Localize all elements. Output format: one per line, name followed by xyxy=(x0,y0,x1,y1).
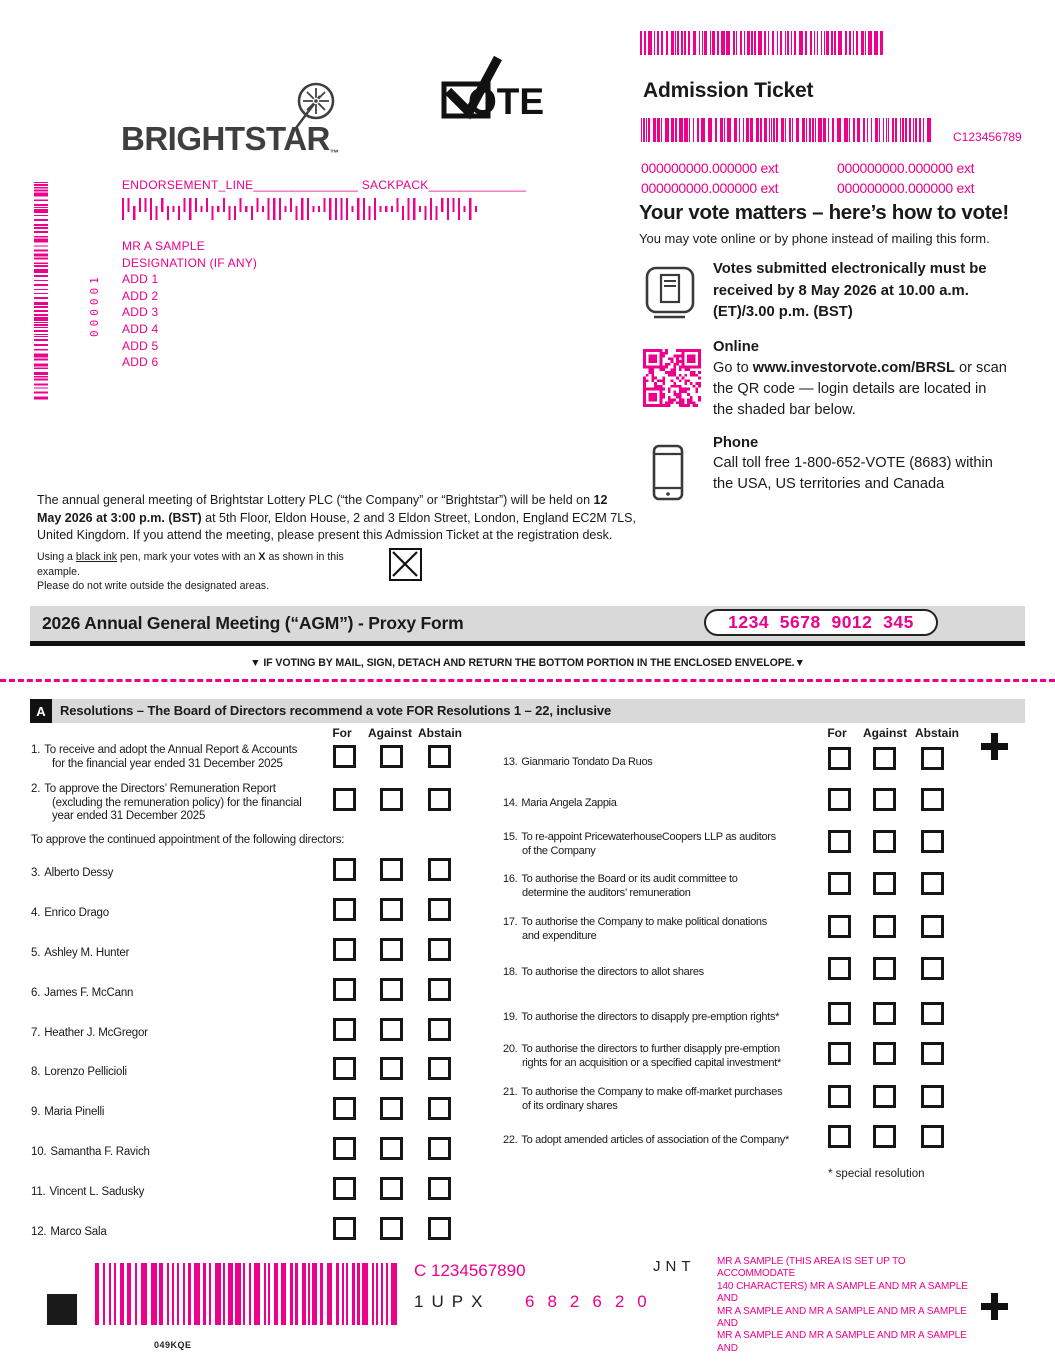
checkbox-res8-abstain[interactable] xyxy=(428,1057,451,1080)
holder-number: 000000000.000000 ext xyxy=(641,160,779,176)
resolution-text: 5. Ashley M. Hunter xyxy=(31,947,130,959)
down-triangle-icon: ▼ xyxy=(794,657,805,669)
form-code: 049KQE xyxy=(154,1340,192,1350)
online-instructions xyxy=(713,358,1007,421)
resolution-number: 15. xyxy=(503,831,518,843)
text-line: received by 8 May 2026 at 10.00 a.m. xyxy=(713,282,969,299)
checkbox-res14-against[interactable] xyxy=(873,788,896,811)
vote-headline: Your vote matters – here’s how to vote! xyxy=(639,201,1009,224)
endorsement-line: ENDORSEMENT_LINE_______________ SACKPACK______________ xyxy=(122,178,527,192)
resolution-number: 12. xyxy=(31,1226,47,1238)
resolution-text: 8. Lorenzo Pellicioli xyxy=(31,1066,127,1078)
trademark-symbol: ™ xyxy=(329,148,339,158)
section-a-heading: Resolutions – The Board of Directors recommend a vote FOR Resolutions 1 – 22, inclusive xyxy=(60,703,612,718)
resolution-number: 8. xyxy=(31,1066,41,1078)
holder-account-numbers xyxy=(641,160,974,196)
phone-icon xyxy=(652,444,684,501)
vote-subhead: You may vote online or by phone instead of mailing this form. xyxy=(639,231,990,246)
checkbox-res20-against[interactable] xyxy=(873,1042,896,1065)
checkbox-res8-against[interactable] xyxy=(380,1057,403,1080)
text-line: Go to www.investorvote.com/BRSL or scan xyxy=(713,360,1007,376)
section-a-badge: A xyxy=(30,699,52,723)
marking-instructions xyxy=(37,550,387,594)
column-header-for: For xyxy=(332,726,352,740)
electronic-deadline-text xyxy=(713,259,987,324)
checkbox-res7-for[interactable] xyxy=(333,1018,356,1041)
checkbox-res12-against[interactable] xyxy=(380,1217,403,1240)
resolution-number: 2. xyxy=(31,783,41,795)
checkbox-res22-abstain[interactable] xyxy=(921,1125,944,1148)
checkbox-res4-for[interactable] xyxy=(333,898,356,921)
checkbox-res1-abstain[interactable] xyxy=(428,745,451,768)
checkbox-res19-abstain[interactable] xyxy=(921,1002,944,1025)
resolution-number: 6. xyxy=(31,987,41,999)
vote-logo xyxy=(430,50,552,122)
footer-jnt-code: JNT xyxy=(653,1258,696,1275)
checkbox-res22-for[interactable] xyxy=(828,1125,851,1148)
phone-instructions xyxy=(713,453,993,495)
checkbox-res15-for[interactable] xyxy=(828,830,851,853)
checkbox-res11-abstain[interactable] xyxy=(428,1177,451,1200)
checkbox-res1-against[interactable] xyxy=(380,745,403,768)
checkbox-res19-for[interactable] xyxy=(828,1002,851,1025)
resolution-text: 13. Gianmario Tondato Da Ruos xyxy=(503,756,653,768)
vertical-barcode xyxy=(34,182,48,400)
checkbox-res11-for[interactable] xyxy=(333,1177,356,1200)
checkbox-res15-against[interactable] xyxy=(873,830,896,853)
checkbox-res13-for[interactable] xyxy=(828,747,851,770)
checkbox-res2-for[interactable] xyxy=(333,788,356,811)
checkbox-res10-against[interactable] xyxy=(380,1137,403,1160)
vote-logo-letters: OTE xyxy=(468,81,545,122)
checkbox-res4-against[interactable] xyxy=(380,898,403,921)
checkbox-res22-against[interactable] xyxy=(873,1125,896,1148)
resolution-number: 10. xyxy=(31,1146,47,1158)
checkbox-res15-abstain[interactable] xyxy=(921,830,944,853)
directors-intro: To approve the continued appointment of the following directors: xyxy=(31,834,345,846)
resolution-text: 11. Vincent L. Sadusky xyxy=(31,1186,145,1198)
proxy-form-title: 2026 Annual General Meeting (“AGM”) - Proxy Form xyxy=(42,613,464,633)
qr-code xyxy=(643,349,701,407)
checkbox-res9-for[interactable] xyxy=(333,1097,356,1120)
resolution-number: 20. xyxy=(503,1043,518,1055)
holder-number: 000000000.000000 ext xyxy=(837,180,975,196)
resolution-text: 20. To authorise the directors to further disapply pre-emption rights for an acquisition or a specified capital investment* xyxy=(503,1043,781,1069)
checkbox-res18-against[interactable] xyxy=(873,957,896,980)
resolution-text: 14. Maria Angela Zappia xyxy=(503,797,617,809)
resolution-text: 7. Heather J. McGregor xyxy=(31,1027,148,1039)
checkbox-res5-for[interactable] xyxy=(333,938,356,961)
text-line: ADD 5 xyxy=(122,338,159,353)
resolution-text: 19. To authorise the directors to disapply pre-emption rights* xyxy=(503,1011,780,1023)
resolution-number: 21. xyxy=(503,1086,518,1098)
checkbox-res14-abstain[interactable] xyxy=(921,788,944,811)
text-line: ADD 6 xyxy=(122,355,159,370)
address-block xyxy=(122,238,257,371)
checkbox-res16-for[interactable] xyxy=(828,872,851,895)
text-line: MR A SAMPLE AND MR A SAMPLE AND MR A SAMPLE AND xyxy=(717,1305,967,1330)
checkbox-res5-abstain[interactable] xyxy=(428,938,451,961)
down-triangle-icon: ▼ xyxy=(250,657,261,669)
online-label: Online xyxy=(713,339,760,355)
holder-number: 000000000.000000 ext xyxy=(641,180,779,196)
resolution-text: 17. To authorise the Company to make political donations and expenditure xyxy=(503,916,767,942)
control-number: 1234 5678 9012 345 xyxy=(728,612,914,632)
registration-mark-square xyxy=(47,1294,77,1325)
checkbox-res11-against[interactable] xyxy=(380,1177,403,1200)
checkbox-res17-for[interactable] xyxy=(828,915,851,938)
text-line: Using a black ink pen, mark your votes with an X as shown in this example. xyxy=(37,551,344,578)
resolution-text: 10. Samantha F. Ravich xyxy=(31,1146,150,1158)
checkbox-res16-abstain[interactable] xyxy=(921,872,944,895)
resolution-text: 18. To authorise the directors to allot shares xyxy=(503,966,704,978)
resolution-number: 19. xyxy=(503,1011,518,1023)
resolution-text: 1. To receive and adopt the Annual Report & Accounts for the financial year ended 31 December 2025 xyxy=(31,744,298,770)
resolution-text: 3. Alberto Dessy xyxy=(31,867,114,879)
checkbox-res4-abstain[interactable] xyxy=(428,898,451,921)
resolution-number: 14. xyxy=(503,797,518,809)
admission-barcode-main xyxy=(641,118,933,142)
resolution-number: 13. xyxy=(503,756,518,768)
resolution-text: 4. Enrico Drago xyxy=(31,907,109,919)
checkbox-res21-for[interactable] xyxy=(828,1085,851,1108)
text-line: Call toll free 1-800-652-VOTE (8683) within xyxy=(713,455,993,471)
column-header-against: Against xyxy=(367,726,412,740)
footer-scan-code: C 1234567890 xyxy=(414,1261,526,1280)
checkbox-res13-abstain[interactable] xyxy=(921,747,944,770)
resolution-number: 11. xyxy=(31,1186,46,1198)
checkbox-res14-for[interactable] xyxy=(828,788,851,811)
holder-number: 000000000.000000 ext xyxy=(837,160,975,176)
text-line: Votes submitted electronically must be xyxy=(713,261,987,277)
checkbox-res17-against[interactable] xyxy=(873,915,896,938)
checkbox-res7-against[interactable] xyxy=(380,1018,403,1041)
admission-code: C123456789 xyxy=(953,130,1022,144)
brightstar-wordmark: BRIGHTSTAR™ xyxy=(121,120,339,158)
checkbox-res21-abstain[interactable] xyxy=(921,1085,944,1108)
checkbox-res3-abstain[interactable] xyxy=(428,858,451,881)
column-header-against: Against xyxy=(862,726,907,740)
resolution-number: 4. xyxy=(31,907,41,919)
checkbox-res2-against[interactable] xyxy=(380,788,403,811)
crop-mark-plus-icon xyxy=(981,733,1008,760)
checkbox-res6-for[interactable] xyxy=(333,978,356,1001)
text-line: ADD 3 xyxy=(122,305,159,320)
admission-barcode-top xyxy=(640,31,883,55)
text-line: The annual general meeting of Brightstar Lottery PLC (“the Company” or “Brightstar”) will be held on 12 xyxy=(37,493,608,507)
resolution-text: 15. To re-appoint PricewaterhouseCoopers LLP as auditors of the Company xyxy=(503,831,776,857)
resolution-text: 16. To authorise the Board or its audit committee to determine the auditors’ remuneration xyxy=(503,873,738,899)
text-line: United Kingdom. If you attend the meeting, please present this Admission Ticket at the registration desk. xyxy=(37,528,613,543)
checkbox-res12-for[interactable] xyxy=(333,1217,356,1240)
control-number-pill xyxy=(704,609,938,636)
resolution-number: 16. xyxy=(503,873,518,885)
text-line: DESIGNATION (IF ANY) xyxy=(122,255,258,270)
x-mark-icon xyxy=(391,550,419,578)
text-line: MR A SAMPLE AND MR A SAMPLE AND MR A SAMPLE AND xyxy=(717,1330,967,1354)
checkbox-res10-for[interactable] xyxy=(333,1137,356,1160)
column-header-abstain: Abstain xyxy=(914,726,959,740)
resolution-number: 5. xyxy=(31,947,41,959)
resolution-number: 7. xyxy=(31,1027,41,1039)
checkbox-res18-for[interactable] xyxy=(828,957,851,980)
resolution-text: 6. James F. McCann xyxy=(31,987,134,999)
checkbox-res20-for[interactable] xyxy=(828,1042,851,1065)
text-line: the USA, US territories and Canada xyxy=(713,476,945,492)
checkbox-res13-against[interactable] xyxy=(873,747,896,770)
text-line: May 2026 at 3:00 p.m. (BST) at 5th Floor, Eldon House, 2 and 3 Eldon Street, London, England EC2M 7LS, xyxy=(37,510,636,525)
resolution-number: 9. xyxy=(31,1106,41,1118)
resolution-text: 9. Maria Pinelli xyxy=(31,1106,105,1118)
checkbox-res16-against[interactable] xyxy=(873,872,896,895)
special-resolution-footnote: * special resolution xyxy=(828,1168,925,1180)
resolution-number: 18. xyxy=(503,966,518,978)
resolution-number: 17. xyxy=(503,916,518,928)
resolution-text: 22. To adopt amended articles of association of the Company* xyxy=(503,1134,789,1146)
checkbox-res2-abstain[interactable] xyxy=(428,788,451,811)
phone-label: Phone xyxy=(713,435,759,451)
checkbox-res3-for[interactable] xyxy=(333,858,356,881)
electronic-device-icon xyxy=(645,266,695,320)
checkbox-res5-against[interactable] xyxy=(380,938,403,961)
text-line: ADD 1 xyxy=(122,272,159,287)
column-header-for: For xyxy=(827,726,847,740)
footer-class-code: 1UPX xyxy=(414,1292,491,1311)
checkbox-res9-against[interactable] xyxy=(380,1097,403,1120)
text-line: Please do not write outside the designated areas. xyxy=(37,580,270,593)
resolution-text: 21. To authorise the Company to make off-market purchases of its ordinary shares xyxy=(503,1086,783,1112)
resolution-text: 2. To approve the Directors’ Remuneration Report (excluding the remuneration policy) for the financial year ended 31 December 2025 xyxy=(31,783,302,823)
footer-barcode xyxy=(95,1263,398,1325)
checkbox-res6-abstain[interactable] xyxy=(428,978,451,1001)
text-line: ADD 4 xyxy=(122,321,159,336)
detach-dashed-line xyxy=(0,679,1055,682)
text-line: MR A SAMPLE (THIS AREA IS SET UP TO ACCOMMODATE xyxy=(717,1256,906,1280)
x-mark-example-box xyxy=(389,548,422,581)
text-line: ADD 2 xyxy=(122,288,159,303)
resolution-text: 12. Marco Sala xyxy=(31,1226,107,1238)
admission-ticket-title: Admission Ticket xyxy=(643,79,814,102)
resolution-number: 3. xyxy=(31,867,41,879)
checkbox-res9-abstain[interactable] xyxy=(428,1097,451,1120)
checkbox-res6-against[interactable] xyxy=(380,978,403,1001)
proxy-form-header-bar xyxy=(30,606,1025,646)
footer-batch-number: 682620 xyxy=(525,1292,660,1311)
section-a-bar xyxy=(30,699,1025,723)
intelligent-mail-barcode xyxy=(122,198,481,220)
checkbox-res10-abstain[interactable] xyxy=(428,1137,451,1160)
checkbox-res1-for[interactable] xyxy=(333,745,356,768)
sample-name-area xyxy=(717,1256,977,1355)
detach-instruction: ▼ IF VOTING BY MAIL, SIGN, DETACH AND RETURN THE BOTTOM PORTION IN THE ENCLOSED ENVELOPE.▼ xyxy=(250,657,805,669)
meeting-notice xyxy=(37,492,642,545)
column-header-abstain: Abstain xyxy=(417,726,462,740)
resolution-number: 1. xyxy=(31,744,41,756)
text-line: the shaded bar below. xyxy=(713,402,856,418)
checkbox-res18-abstain[interactable] xyxy=(921,957,944,980)
checkbox-res17-abstain[interactable] xyxy=(921,915,944,938)
resolution-number: 22. xyxy=(503,1134,518,1146)
crop-mark-plus-icon xyxy=(981,1293,1008,1320)
checkbox-res12-abstain[interactable] xyxy=(428,1217,451,1240)
checkbox-res21-against[interactable] xyxy=(873,1085,896,1108)
checkbox-res7-abstain[interactable] xyxy=(428,1018,451,1041)
text-line: 140 CHARACTERS) MR A SAMPLE AND MR A SAMPLE AND xyxy=(717,1280,968,1305)
checkbox-res3-against[interactable] xyxy=(380,858,403,881)
text-line: the QR code — login details are located in xyxy=(713,381,987,397)
checkbox-res20-abstain[interactable] xyxy=(921,1042,944,1065)
text-line: MR A SAMPLE xyxy=(122,239,205,253)
text-line: (ET)/3.00 p.m. (BST) xyxy=(713,304,853,320)
sequence-number: 000001 xyxy=(88,273,101,337)
checkbox-res8-for[interactable] xyxy=(333,1057,356,1080)
checkbox-res19-against[interactable] xyxy=(873,1002,896,1025)
